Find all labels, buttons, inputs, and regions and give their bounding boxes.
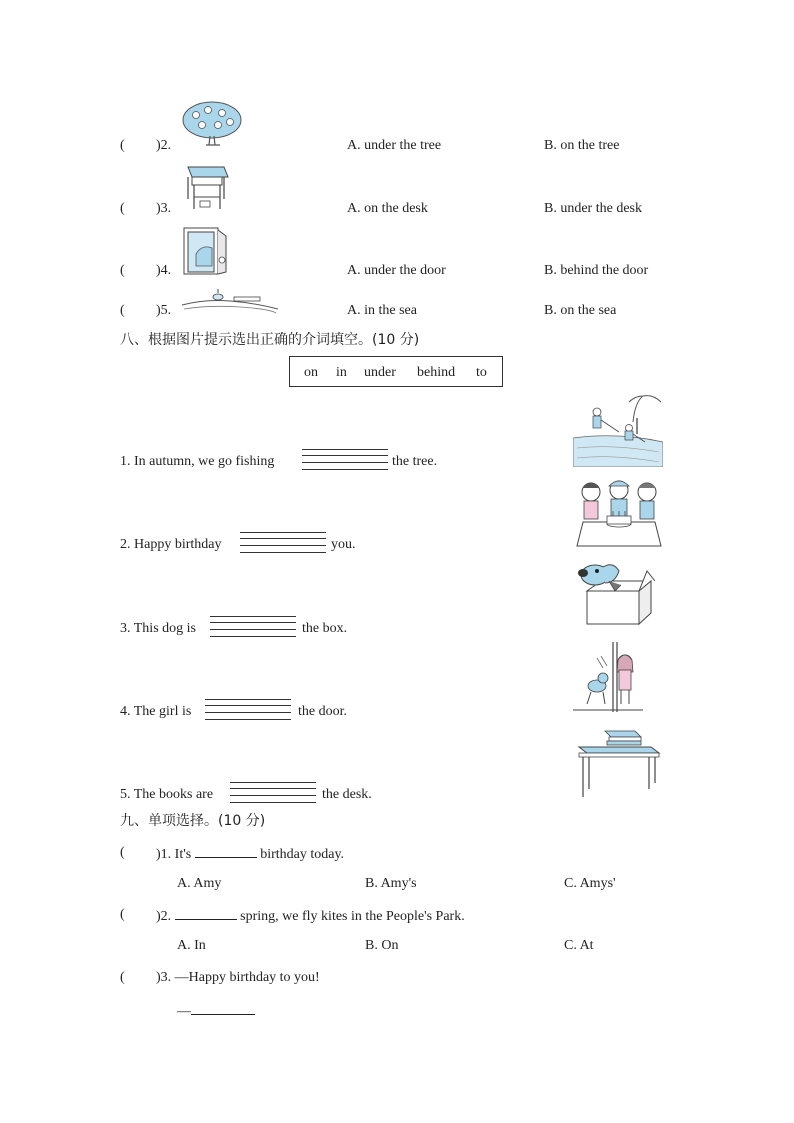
fill-item-text: the door. xyxy=(298,704,347,719)
word-bank-word: under xyxy=(364,365,396,380)
answer-paren-close: )3. xyxy=(156,201,172,216)
section-9-title: 九、单项选择。(10 分) xyxy=(120,813,266,829)
option-b: B. under the desk xyxy=(544,201,642,216)
fill-item-text: the desk. xyxy=(322,787,372,802)
answer-blank[interactable] xyxy=(195,845,257,858)
answer-paren-open: ( xyxy=(120,845,125,860)
answer-paren-close: )4. xyxy=(156,263,172,278)
fill-item-text: you. xyxy=(331,537,356,552)
question-text: )2. spring, we fly kites in the People's Park. xyxy=(156,909,465,924)
answer-blank[interactable] xyxy=(191,1002,255,1015)
fishing-picture xyxy=(573,392,663,467)
fill-item-text: 3. This dog is xyxy=(120,621,196,636)
reply-line: — xyxy=(177,1002,255,1020)
option-c: C. Amys' xyxy=(564,876,616,891)
option-c: C. At xyxy=(564,938,594,953)
option-b: B. behind the door xyxy=(544,263,649,278)
answer-paren-open: ( xyxy=(120,201,125,216)
option-b: B. On xyxy=(365,938,399,953)
option-a: A. Amy xyxy=(177,876,222,891)
desk-picture xyxy=(182,163,230,213)
answer-paren-open: ( xyxy=(120,907,125,922)
option-b: B. on the tree xyxy=(544,138,620,153)
word-bank-word: on xyxy=(304,365,318,380)
option-a: A. under the door xyxy=(347,263,446,278)
option-b: B. on the sea xyxy=(544,303,617,318)
option-a: A. under the tree xyxy=(347,138,442,153)
answer-paren-open: ( xyxy=(120,138,125,153)
fill-item-text: 4. The girl is xyxy=(120,704,192,719)
answer-blank[interactable] xyxy=(175,907,237,920)
answer-paren-open: ( xyxy=(120,303,125,318)
option-a: A. In xyxy=(177,938,206,953)
option-a: A. on the desk xyxy=(347,201,428,216)
option-a: A. in the sea xyxy=(347,303,417,318)
girl-behind-door-picture xyxy=(573,642,643,712)
answer-paren-open: ( xyxy=(120,263,125,278)
fill-item-text: the box. xyxy=(302,621,348,636)
option-b: B. Amy's xyxy=(365,876,417,891)
word-bank-word: to xyxy=(476,365,487,380)
fill-item-text: 1. In autumn, we go fishing xyxy=(120,454,275,469)
word-bank-word: in xyxy=(336,365,347,380)
tree-picture xyxy=(180,100,244,146)
answer-paren-open: ( xyxy=(120,970,125,985)
question-text: )1. It's birthday today. xyxy=(156,847,345,862)
birthday-cake-picture xyxy=(575,476,663,548)
section-8-title: 八、根据图片提示选出正确的介词填空。(10 分) xyxy=(120,332,420,348)
answer-paren-close: )2. xyxy=(156,138,172,153)
word-bank-box xyxy=(289,356,503,387)
sea-picture xyxy=(180,287,280,315)
dog-in-box-picture xyxy=(575,561,655,626)
fill-item-text: 5. The books are xyxy=(120,787,214,802)
question-text: )3. —Happy birthday to you! xyxy=(156,970,320,985)
fill-item-text: 2. Happy birthday xyxy=(120,537,222,552)
fill-item-text: the tree. xyxy=(392,454,438,469)
door-picture xyxy=(182,226,230,276)
answer-paren-close: )5. xyxy=(156,303,172,318)
books-on-desk-picture xyxy=(575,727,663,799)
word-bank-word: behind xyxy=(417,365,456,380)
